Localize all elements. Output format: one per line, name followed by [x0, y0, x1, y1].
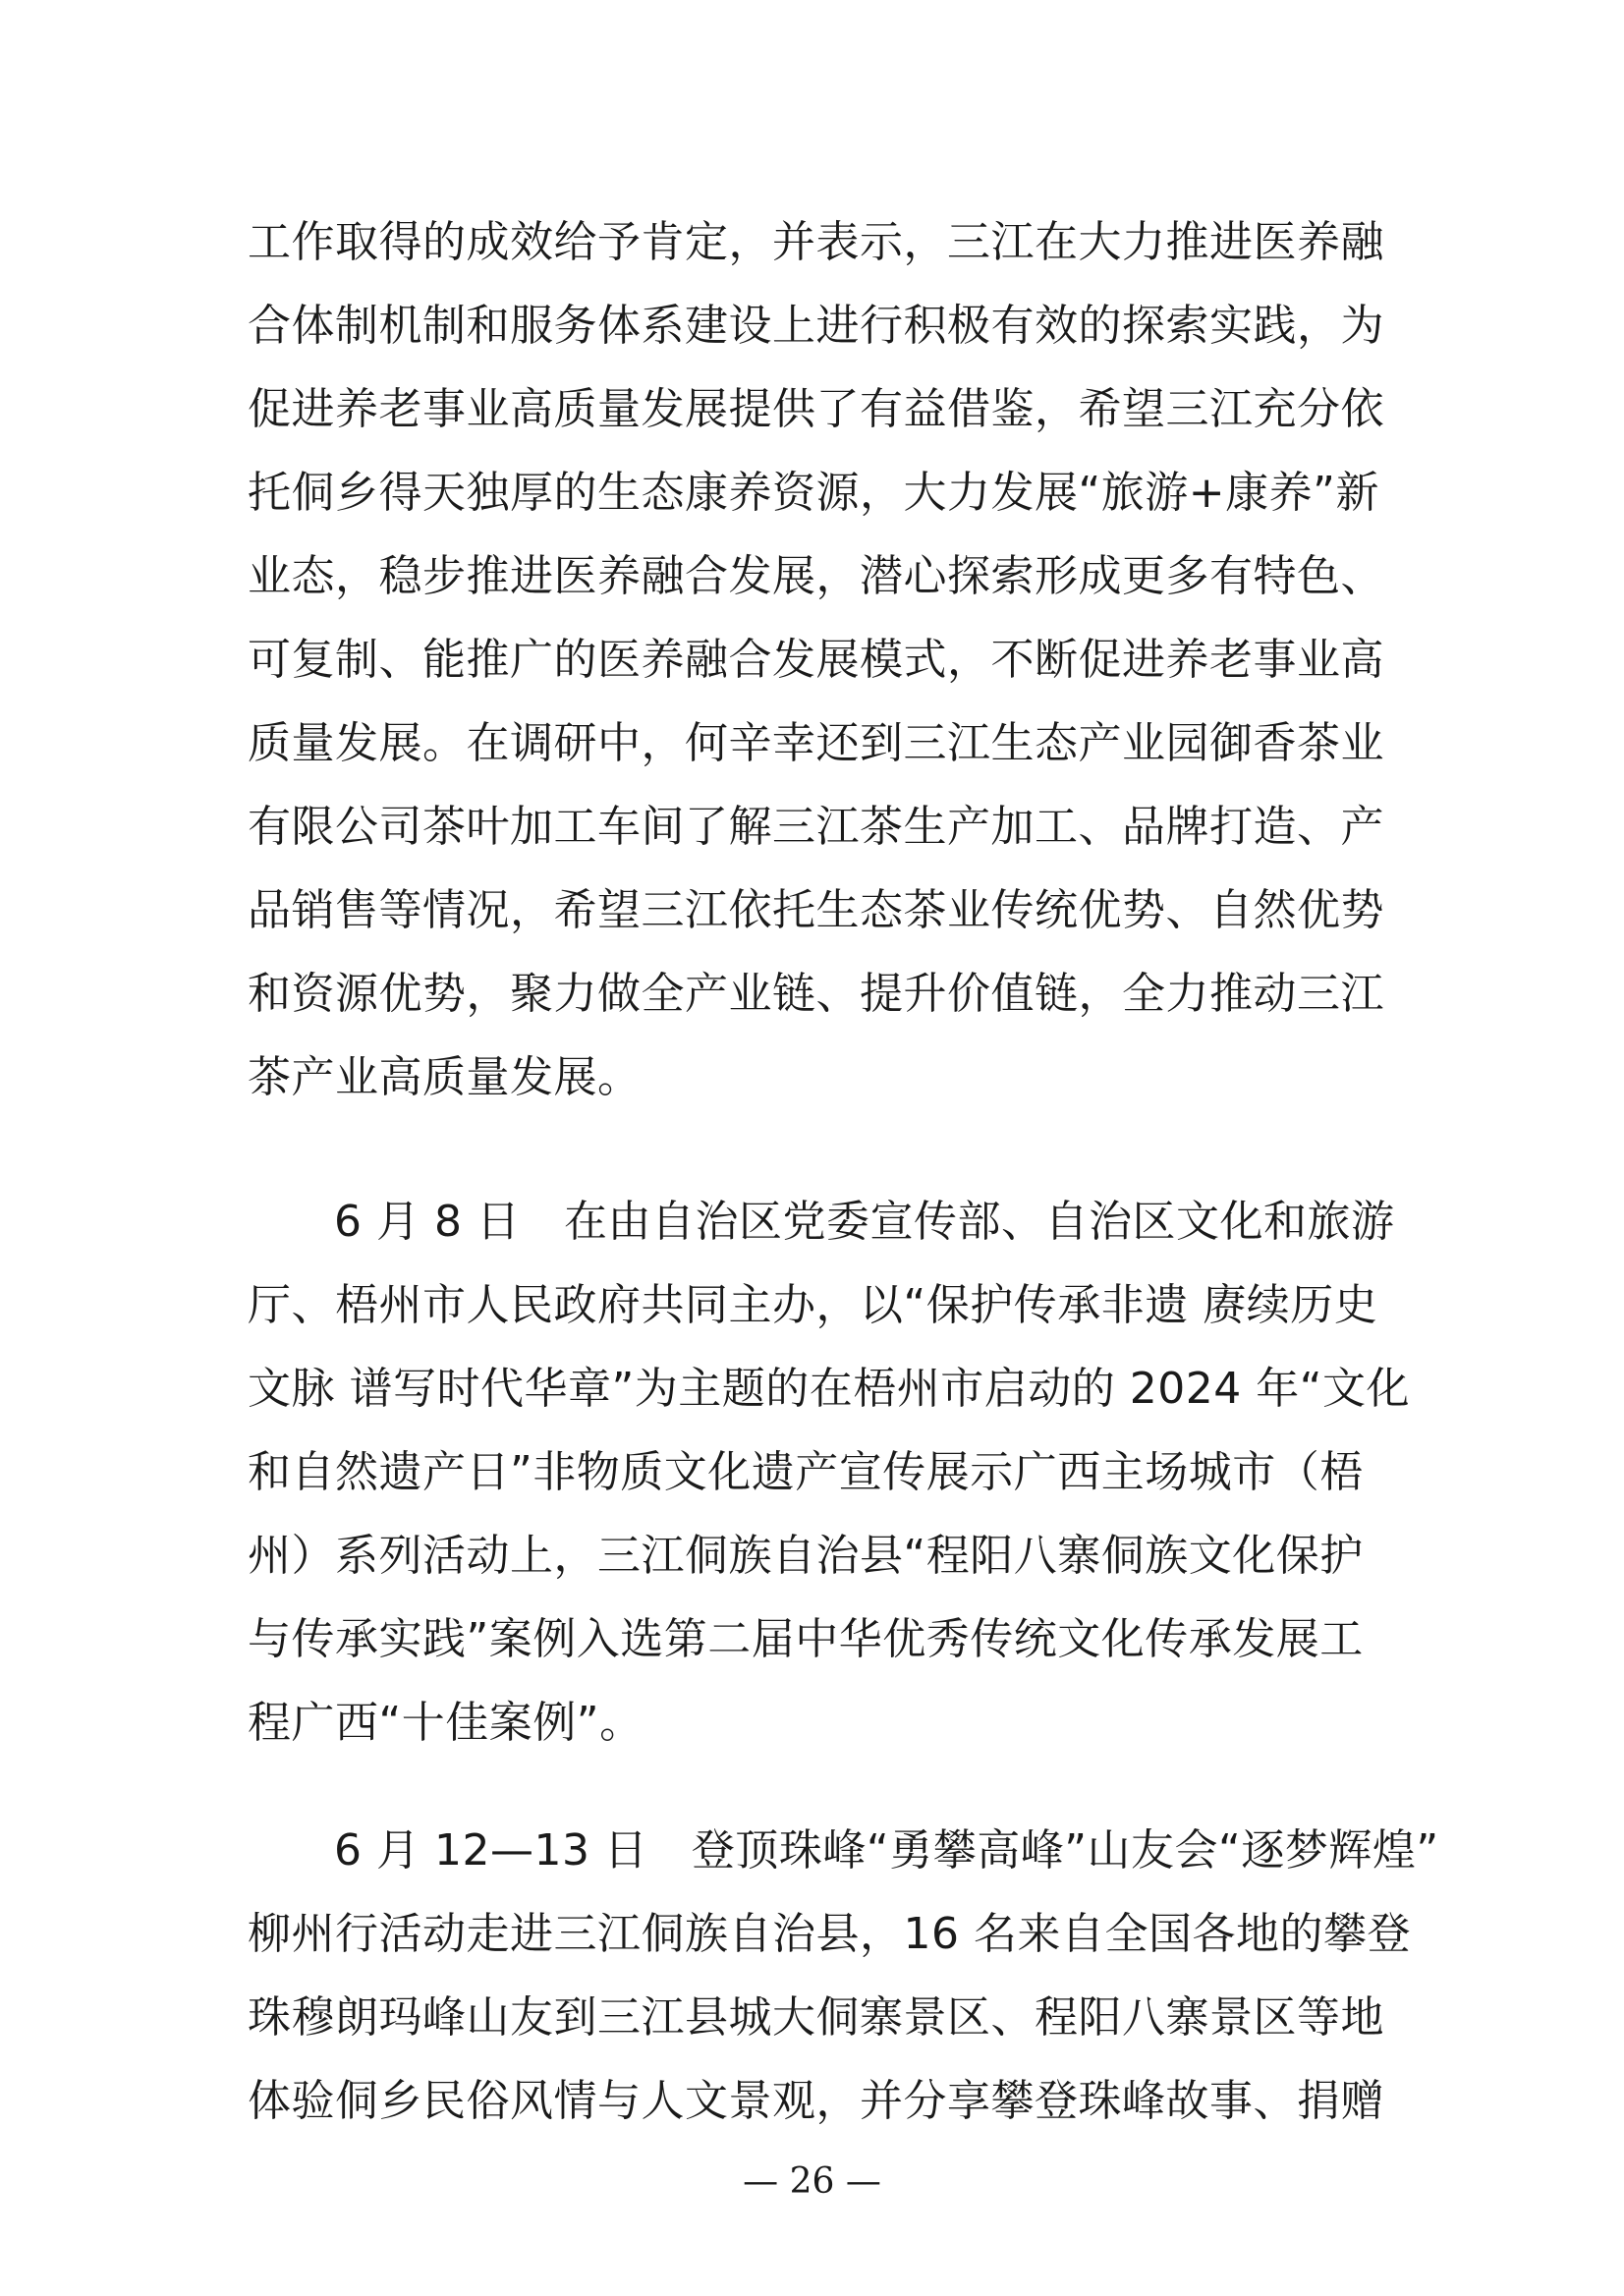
- paragraph-1-line-3: 促进养老事业高质量发展提供了有益借鉴，希望三江充分依: [248, 384, 1384, 434]
- page-number: — 26 —: [743, 2161, 881, 2202]
- paragraph-2-line-3: 文脉 谱写时代华章”为主题的在梧州市启动的 2024 年“文化: [248, 1364, 1411, 1414]
- paragraph-1-line-8: 有限公司茶叶加工车间了解三江茶生产加工、品牌打造、产: [248, 802, 1384, 852]
- paragraph-1-line-1: 工作取得的成效给予肯定，并表示，三江在大力推进医养融: [248, 217, 1384, 267]
- paragraph-3-line-3: 珠穆朗玛峰山友到三江县城大侗寨景区、程阳八寨景区等地: [248, 1992, 1384, 2043]
- paragraph-2-line-4: 和自然遗产日”非物质文化遗产宣传展示广西主场城市（梧: [248, 1447, 1364, 1497]
- paragraph-1-line-4: 托侗乡得天独厚的生态康养资源，大力发展“旅游+康养”新: [248, 468, 1379, 518]
- paragraph-1-line-2: 合体制机制和服务体系建设上进行积极有效的探索实践，为: [248, 301, 1384, 351]
- paragraph-2-line-1: 6 月 8 日 在由自治区党委宣传部、自治区文化和旅游: [334, 1197, 1395, 1247]
- paragraph-1-line-7: 质量发展。在调研中，何辛幸还到三江生态产业园御香茶业: [248, 718, 1384, 768]
- paragraph-3-line-4: 体验侗乡民俗风情与人文景观，并分享攀登珠峰故事、捐赠: [248, 2076, 1384, 2126]
- paragraph-2-line-2: 厅、梧州市人民政府共同主办，以“保护传承非遗 赓续历史: [248, 1280, 1378, 1330]
- paragraph-3-line-1: 6 月 12—13 日 登顶珠峰“勇攀高峰”山友会“逐梦辉煌”: [334, 1825, 1439, 1876]
- paragraph-1-line-10: 和资源优势，聚力做全产业链、提升价值链，全力推动三江: [248, 969, 1384, 1019]
- paragraph-2-line-7: 程广西“十佳案例”。: [248, 1698, 644, 1748]
- paragraph-1-line-9: 品销售等情况，希望三江依托生态茶业传统优势、自然优势: [248, 885, 1384, 935]
- paragraph-2-line-5: 州）系列活动上，三江侗族自治县“程阳八寨侗族文化保护: [248, 1531, 1364, 1581]
- paragraph-3-line-2: 柳州行活动走进三江侗族自治县，16 名来自全国各地的攀登: [248, 1909, 1411, 1959]
- paragraph-2-line-6: 与传承实践”案例入选第二届中华优秀传统文化传承发展工: [248, 1614, 1364, 1664]
- paragraph-1-line-11: 茶产业高质量发展。: [248, 1052, 642, 1102]
- paragraph-1-line-5: 业态，稳步推进医养融合发展，潜心探索形成更多有特色、: [248, 551, 1384, 601]
- paragraph-1-line-6: 可复制、能推广的医养融合发展模式，不断促进养老事业高: [248, 635, 1384, 685]
